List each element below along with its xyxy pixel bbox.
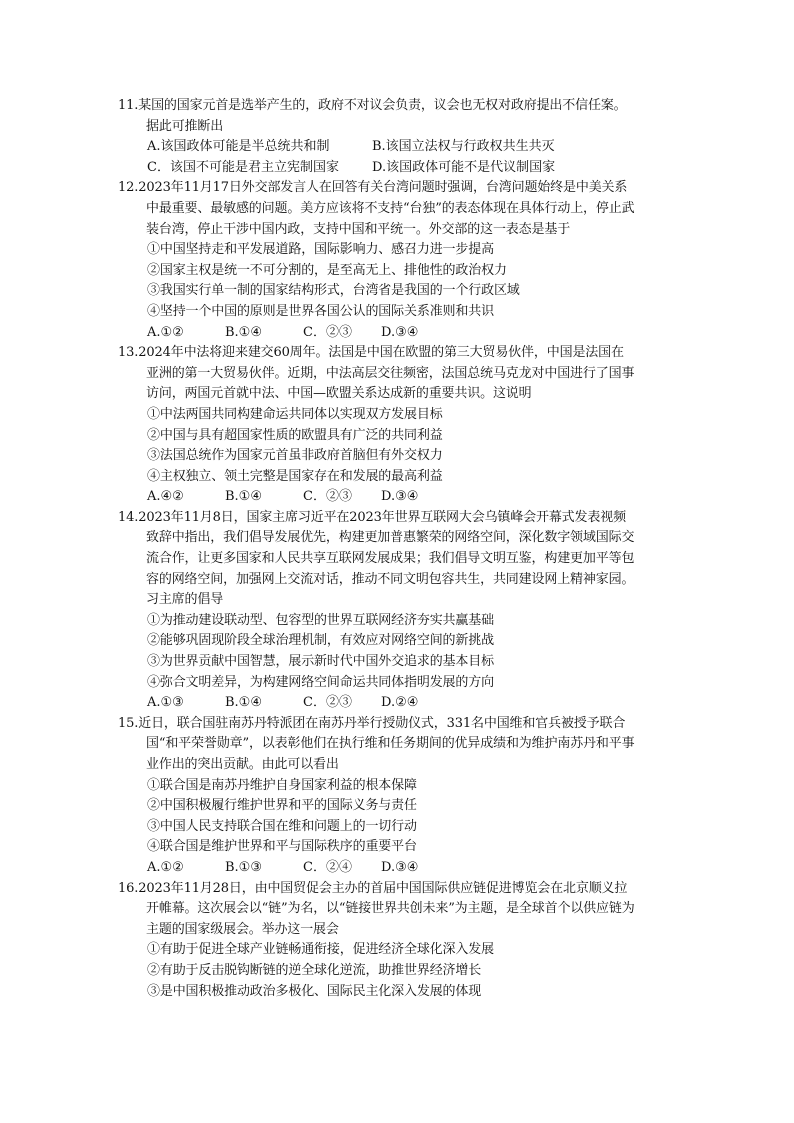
question-number: 13. [118, 345, 139, 361]
question-stem-line: 业作出的突出贡献。由此可以看出 [146, 757, 339, 772]
statement-4: ④联合国是维护世界和平与国际秩序的重要平台 [147, 839, 417, 855]
choice-b: B.该国立法权与行政权共生共灭 [372, 139, 555, 155]
statement-1: ①为推动建设联动型、包容型的世界互联网经济夯实共赢基础 [147, 612, 494, 628]
answer-d: D.③④ [381, 859, 419, 875]
question-number: 15. [118, 715, 139, 731]
statement-2: ②有助于反击脱钩断链的逆全球化逆流，助推世界经济增长 [147, 962, 482, 978]
question-15 [118, 714, 678, 879]
question-stem-line: 开帷幕。这次展会以“链”为名，以“链接世界共创未来”为主题，是全球首个以供应链为 [146, 901, 635, 917]
statement-1: ①有助于促进全球产业链畅通衔接，促进经济全球化深入发展 [147, 942, 494, 958]
answer-d: D.③④ [381, 489, 419, 505]
question-stem-line: 访问，两国元首就中法、中国—欧盟关系达成新的重要共识。这说明 [146, 386, 532, 402]
question-stem-line: 致辞中指出，我们倡导发展优先，构建更加普惠繁荣的网络空间，深化数字领域国际交 [146, 530, 635, 546]
choice-c: C．该国不可能是君主立宪制国家 [147, 159, 339, 175]
statement-4: ④坚持一个中国的原则是世界各国公认的国际关系准则和共识 [147, 303, 494, 319]
answer-row [118, 323, 678, 344]
choice-d: D.该国政体可能不是代议制国家 [372, 159, 556, 175]
question-11 [118, 96, 678, 178]
answer-row [118, 693, 678, 714]
choices-row [118, 158, 678, 179]
statement-3: ③中国人民支持联合国在维和问题上的一切行动 [147, 818, 417, 834]
question-stem-line: 国“和平荣誉勋章”，以表彰他们在执行维和任务期间的优异成绩和为维护南苏丹和平事 [146, 736, 635, 752]
answer-a: A.①② [147, 324, 184, 340]
answer-c: C．②④ [303, 859, 352, 875]
question-number: 11. [118, 98, 139, 113]
answer-row [118, 487, 678, 508]
statement-2: ②中国积极履行维护世界和平的国际义务与责任 [147, 798, 417, 814]
question-stem-line: 主题的国家级展会。举办这一展会 [146, 921, 339, 937]
answer-a: A.①② [147, 859, 184, 875]
answer-d: D.②④ [381, 695, 419, 711]
choice-a: A.该国政体可能是半总统共和制 [147, 139, 330, 155]
question-stem-line: 据此可推断出 [146, 118, 224, 134]
statement-3: ③法国总统作为国家元首虽非政府首脑但有外交权力 [147, 448, 443, 464]
statement-1: ①中法两国共同构建命运共同体以实现双方发展目标 [147, 406, 443, 422]
statement-2: ②中国与具有超国家性质的欧盟具有广泛的共同利益 [147, 427, 443, 443]
answer-c: C．②③ [303, 489, 352, 505]
choices-row [118, 137, 678, 158]
answer-b: B.①③ [225, 859, 262, 875]
question-stem: 12.2023年11月17日外交部发言人在回答有关台湾问题时强调，台湾问题始终是中美关系 [118, 180, 628, 196]
question-stem-line: 容的网络空间，加强网上交流对话，推动不同文明包容共生，共同建设网上精神家园。 [146, 571, 635, 587]
answer-b: B.①④ [225, 489, 262, 505]
question-stem: 11.某国的国家元首是选举产生的，政府不对议会负责，议会也无权对政府提出不信任案。 [118, 98, 627, 113]
answer-a: A.④② [147, 489, 184, 505]
question-list [118, 96, 678, 1002]
question-stem: 13.2024年中法将迎来建交60周年。法国是中国在欧盟的第三大贸易伙伴，中国是法国在 [118, 345, 624, 361]
statement-4: ④主权独立、领土完整是国家存在和发展的最高利益 [147, 468, 443, 484]
question-stem: 16.2023年11月28日，由中国贸促会主办的首届中国国际供应链促进博览会在北京顺义拉 [118, 880, 628, 896]
statement-3: ③我国实行单一制的国家结构形式，台湾省是我国的一个行政区域 [147, 283, 520, 299]
question-number: 16. [118, 880, 139, 896]
answer-c: C．②③ [303, 695, 352, 711]
statement-3: ③为世界贡献中国智慧，展示新时代中国外交追求的基本目标 [147, 654, 494, 670]
question-stem-line: 中最重要、最敏感的问题。美方应该将不支持“台独”的表态体现在具体行动上，停止武 [146, 200, 635, 216]
statement-2: ②国家主权是统一不可分割的，是至高无上、排他性的政治权力 [147, 262, 507, 278]
answer-b: B.①④ [225, 324, 262, 340]
question-stem-line: 亚洲的第一大贸易伙伴。近期，中法高层交往频密，法国总统马克龙对中国进行了国事 [146, 365, 635, 381]
question-stem: 15.近日，联合国驻南苏丹特派团在南苏丹举行授勋仪式，331名中国维和官兵被授予联合 [118, 715, 626, 731]
statement-4: ④弥合文明差异，为构建网络空间命运共同体指明发展的方向 [147, 674, 494, 690]
answer-c: C．②③ [303, 324, 352, 340]
statement-1: ①联合国是南苏丹维护自身国家利益的根本保障 [147, 777, 417, 793]
statement-2: ②能够巩固现阶段全球治理机制，有效应对网络空间的新挑战 [147, 633, 494, 649]
answer-d: D.③④ [381, 324, 419, 340]
answer-row [118, 858, 678, 879]
question-stem-line: 装台湾，停止干涉中国内政，支持中国和平统一。外交部的这一表态是基于 [146, 221, 571, 237]
question-number: 12. [118, 180, 139, 196]
answer-b: B.①④ [225, 695, 262, 711]
question-number: 14. [118, 509, 139, 525]
statement-1: ①中国坚持走和平发展道路，国际影响力、感召力进一步提高 [147, 242, 494, 258]
question-stem-line: 习主席的倡导 [146, 592, 224, 608]
question-13 [118, 343, 678, 508]
question-stem-line: 流合作，让更多国家和人民共享互联网发展成果；我们倡导文明互鉴，构建更加平等包 [146, 551, 635, 567]
question-12 [118, 178, 678, 343]
question-stem: 14.2023年11月8日，国家主席习近平在2023年世界互联网大会乌镇峰会开幕式发表视频 [118, 509, 626, 525]
question-16 [118, 879, 678, 1003]
statement-3: ③是中国积极推动政治多极化、国际民主化深入发展的体现 [147, 983, 482, 999]
answer-a: A.①③ [147, 695, 184, 711]
question-14 [118, 508, 678, 714]
